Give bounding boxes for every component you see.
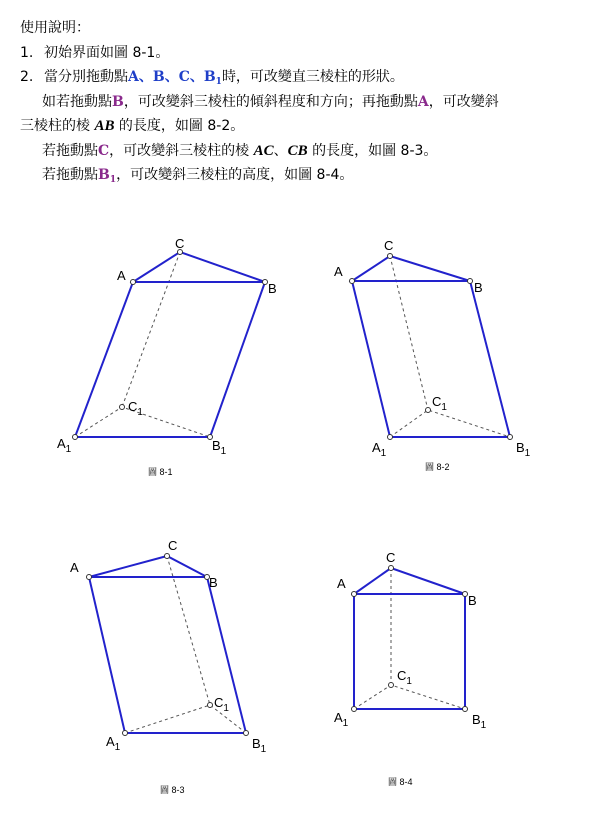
label-a1: $A_1$ (334, 710, 349, 729)
p3-sep: 、 (273, 142, 288, 159)
edge-a-a1 (352, 281, 390, 437)
p1-point-b: B (112, 93, 124, 110)
figure-8-4 (334, 550, 487, 787)
label-c: C (384, 238, 394, 253)
vertex-c[interactable] (389, 566, 394, 571)
label-c: C (168, 538, 178, 553)
label-b: B (468, 593, 477, 608)
vertex-c1[interactable] (208, 703, 213, 708)
vertex-a1[interactable] (73, 435, 78, 440)
item-2-points-sub: 1 (215, 77, 222, 87)
vertex-a1[interactable] (388, 435, 393, 440)
label-b: B (268, 281, 277, 296)
vertex-b[interactable] (468, 279, 473, 284)
caption-8-1: 圖 8-1 (148, 467, 173, 477)
vertex-b1[interactable] (244, 731, 249, 736)
item-1-number: 1. (20, 44, 34, 61)
vertex-b[interactable] (463, 592, 468, 597)
hidden-edge-c-c1 (122, 252, 180, 407)
label-b1: $B_1$ (516, 440, 531, 459)
hidden-base-edges (390, 410, 510, 437)
figure-8-1 (57, 236, 277, 477)
p3-edge-cb: CB (287, 142, 308, 159)
p3-text-g: 的長度，如圖 8-3。 (312, 142, 438, 159)
label-b1: $B_1$ (472, 712, 487, 731)
p3-point-c: C (98, 142, 110, 159)
label-a: A (334, 264, 343, 279)
label-a1: $A_1$ (372, 440, 387, 459)
hidden-edge-c-c1 (167, 556, 210, 705)
vertex-b[interactable] (263, 280, 268, 285)
top-face (354, 568, 465, 594)
p4-point-b1: B (98, 167, 110, 183)
p4-point-b1-sub: 1 (109, 175, 117, 185)
label-a1: $A_1$ (57, 436, 72, 455)
label-c: C (386, 550, 396, 565)
p1-point-a: A (417, 93, 429, 110)
label-c1: $C_1$ (432, 394, 447, 413)
p3-text-c: ，可改變斜三棱柱的棱 (109, 142, 250, 159)
edge-b-b1 (210, 282, 265, 437)
item-2-post: 時，可改變直三棱柱的形狀。 (221, 69, 404, 85)
label-a: A (70, 560, 79, 575)
caption-8-3: 圖 8-3 (160, 785, 185, 795)
vertex-c[interactable] (165, 554, 170, 559)
item-2-number: 2. (20, 69, 34, 85)
p1-text-a: 如若拖動點 (42, 93, 112, 110)
p2-text-a: 三棱柱的棱 (20, 118, 90, 134)
figure-8-2 (334, 238, 531, 472)
item-1-text: 初始界面如圖 8-1。 (44, 44, 170, 61)
p2-text-c: 的長度，如圖 8-2。 (118, 118, 245, 134)
item-2-points: A、B、C、B (128, 69, 216, 85)
instructions-heading: 使用說明： (20, 20, 90, 36)
vertex-b1[interactable] (463, 707, 468, 712)
hidden-base-edges (354, 685, 465, 709)
hidden-edge-c-c1 (390, 256, 428, 410)
p3-text-a: 若拖動點 (42, 142, 98, 159)
label-a: A (117, 268, 126, 283)
vertex-c1[interactable] (120, 405, 125, 410)
item-2-pre: 當分別拖動點 (44, 69, 128, 85)
p4-text-a: 若拖動點 (42, 167, 98, 183)
vertex-a[interactable] (87, 575, 92, 580)
label-b1: $B_1$ (252, 736, 267, 755)
caption-8-4: 圖 8-4 (388, 777, 413, 787)
edge-b-b1 (470, 281, 510, 437)
p4-text-c: ，可改變斜三棱柱的高度，如圖 8-4。 (116, 167, 354, 183)
vertex-a[interactable] (131, 280, 136, 285)
p3-edge-ac: AC (253, 142, 274, 159)
label-b: B (474, 280, 483, 295)
vertex-a[interactable] (352, 592, 357, 597)
label-c1: $C_1$ (128, 399, 143, 418)
vertex-c[interactable] (388, 254, 393, 259)
label-b1: $B_1$ (212, 438, 227, 457)
label-c: C (175, 236, 185, 251)
vertex-c1[interactable] (389, 683, 394, 688)
vertex-b1[interactable] (508, 435, 513, 440)
p1-text-e: ，可改變斜 (428, 93, 499, 110)
top-face (133, 252, 265, 282)
edge-a-a1 (75, 282, 133, 437)
caption-8-2: 圖 8-2 (425, 462, 450, 472)
top-face (89, 556, 207, 577)
edge-a-a1 (89, 577, 125, 733)
p2-edge-ab: AB (94, 118, 115, 134)
p1-text-c: ，可改變斜三棱柱的傾斜程度和方向；再拖動點 (123, 93, 418, 110)
label-c1: $C_1$ (397, 668, 412, 687)
label-a1: $A_1$ (106, 734, 121, 753)
vertex-a[interactable] (350, 279, 355, 284)
label-a: A (337, 576, 346, 591)
vertex-c1[interactable] (426, 408, 431, 413)
label-c1: $C_1$ (214, 695, 229, 714)
figure-8-3 (70, 538, 267, 795)
vertex-a1[interactable] (352, 707, 357, 712)
vertex-a1[interactable] (123, 731, 128, 736)
top-face (352, 256, 470, 281)
label-b: B (209, 575, 218, 590)
